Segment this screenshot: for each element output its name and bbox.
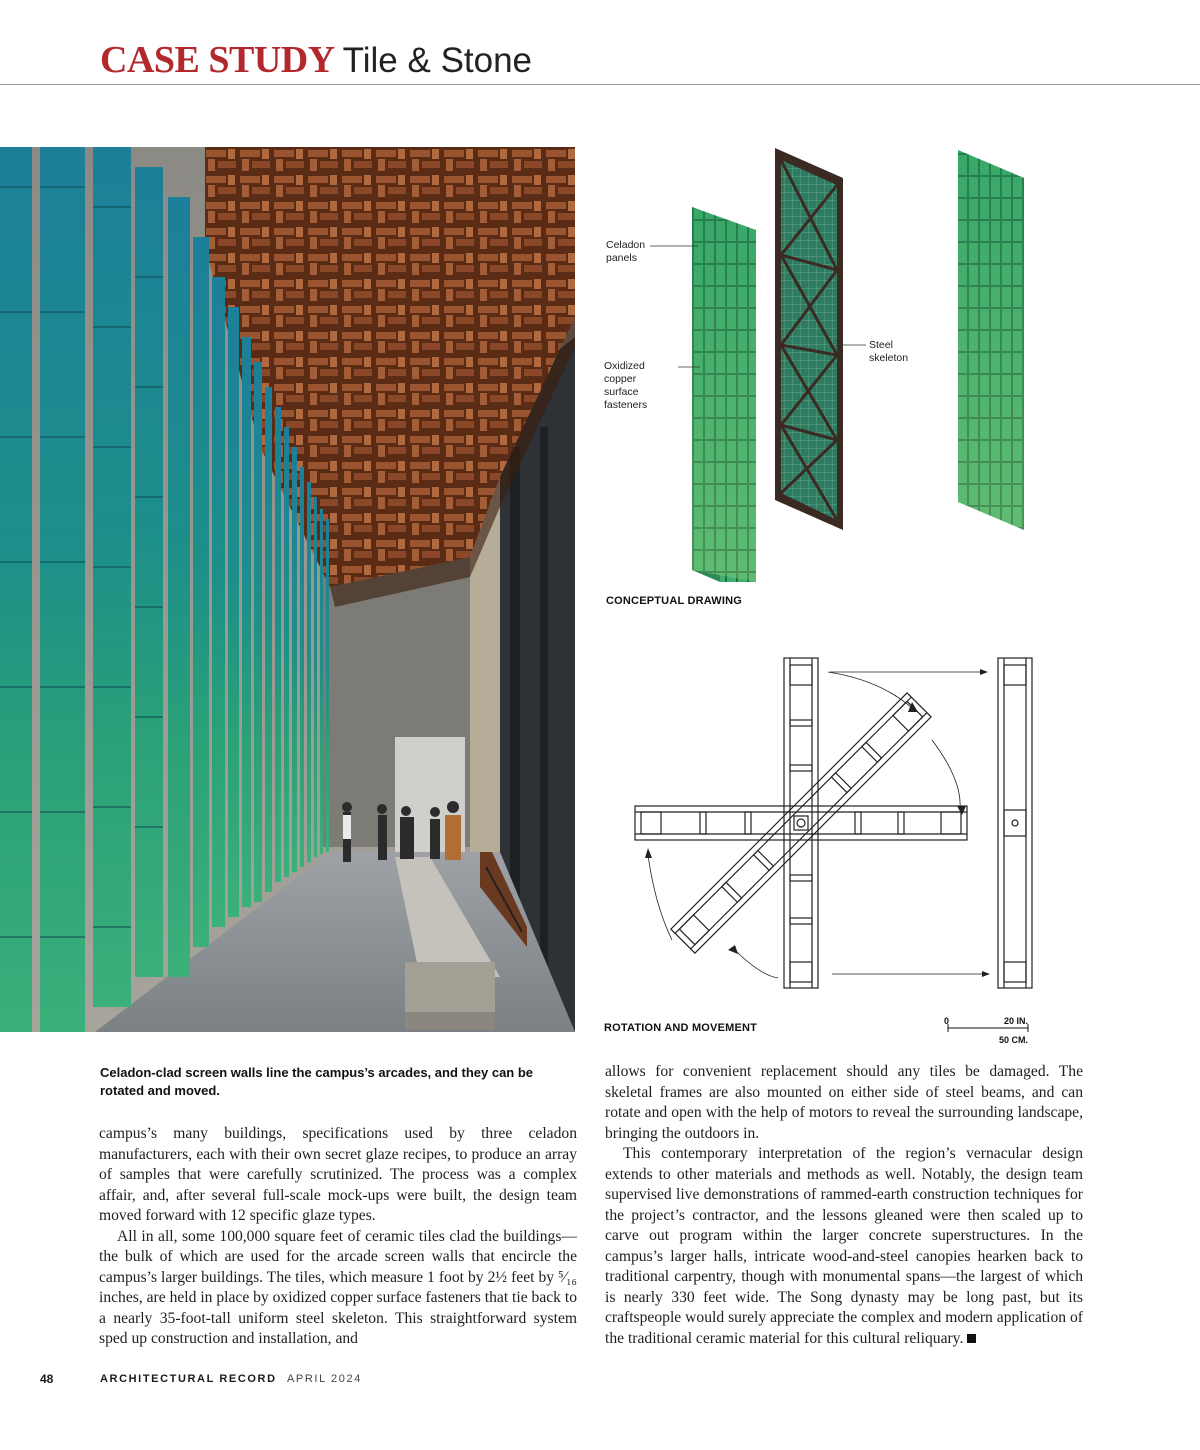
scale-centimeters: 50 CM. xyxy=(999,1035,1029,1045)
conceptual-drawing-title: CONCEPTUAL DRAWING xyxy=(606,595,743,607)
section-title: CASE STUDY xyxy=(100,39,335,81)
rotation-diagram-title: ROTATION AND MOVEMENT xyxy=(604,1022,758,1034)
photo-caption: Celadon-clad screen walls line the campus’s arcades, and they can be rotated and moved. xyxy=(100,1065,534,1098)
scale-zero: 0 xyxy=(944,1016,950,1026)
body-paragraph: campus’s many buildings, specifications used by three celadon manufacturers, each with their own secret glaze recipes, to produce an array of samples that were carefully scrutinized. The process was a complex affair, and, after several full-scale mock-ups were built, the design team moved forward with 12 specific glaze types. xyxy=(99,1125,577,1224)
steel-skeleton-drawing xyxy=(775,148,843,530)
body-paragraph xyxy=(605,1144,1083,1349)
section-topic: Tile & Stone xyxy=(342,41,533,80)
issue-date: APRIL 2024 xyxy=(287,1373,362,1385)
body-paragraph: All in all, some 100,000 square feet of ceramic tiles clad the buildings—the bulk of which are used for the arcade screen walls that encircle the campus’s larger buildings. The tiles, which measure 1 foot by 2½ feet by ⁵⁄₁₆ inches, are held in place by oxidized copper surface fasteners that tie back to a nearly 35-foot-tall uniform steel skeleton. This straightforward system sped up construction and installation, and xyxy=(99,1227,578,1347)
body-column-right xyxy=(605,1062,1083,1349)
body-paragraph-text: This contemporary interpretation of the region’s vernacular design extends to other materials and methods as well. Notably, the design team supervised live demonstrations of rammed-earth construction techniques for the project’s contractor, and the lessons gleaned were then scaled up to carve out program within the larger concrete superstructures. In the campus’s larger halls, intricate wood-and-steel canopies hearken back to traditional carpentry, though with monumental spans—the largest of which is nearly 330 feet wide. The Song dynasty may be long past, but its craftspeople would surely appreciate the complex and modern application of the traditional ceramic material for this cultural reliquary. xyxy=(605,1145,1083,1347)
magazine-name: ARCHITECTURAL RECORD xyxy=(100,1373,277,1385)
body-column-left xyxy=(99,1124,577,1350)
label-celadon-panels: Celadon panels xyxy=(606,239,646,264)
end-mark-icon xyxy=(967,1334,976,1343)
label-copper-fasteners: Oxidized copper surface fasteners xyxy=(604,360,648,411)
celadon-panel-drawing xyxy=(692,207,756,582)
label-steel-skeleton: Steel skeleton xyxy=(869,339,909,364)
body-paragraph: allows for convenient replacement should any tiles be damaged. The skeletal frames are also mounted on either side of steel beams, and can rotate and open with the help of motors to reveal the surrounding landscape, bringing the outdoors in. xyxy=(605,1063,1083,1142)
page-number: 48 xyxy=(40,1372,54,1386)
assembled-panel-drawing xyxy=(958,150,1024,530)
scale-inches: 20 IN. xyxy=(1004,1016,1029,1026)
rotation-diagram xyxy=(635,658,1032,988)
